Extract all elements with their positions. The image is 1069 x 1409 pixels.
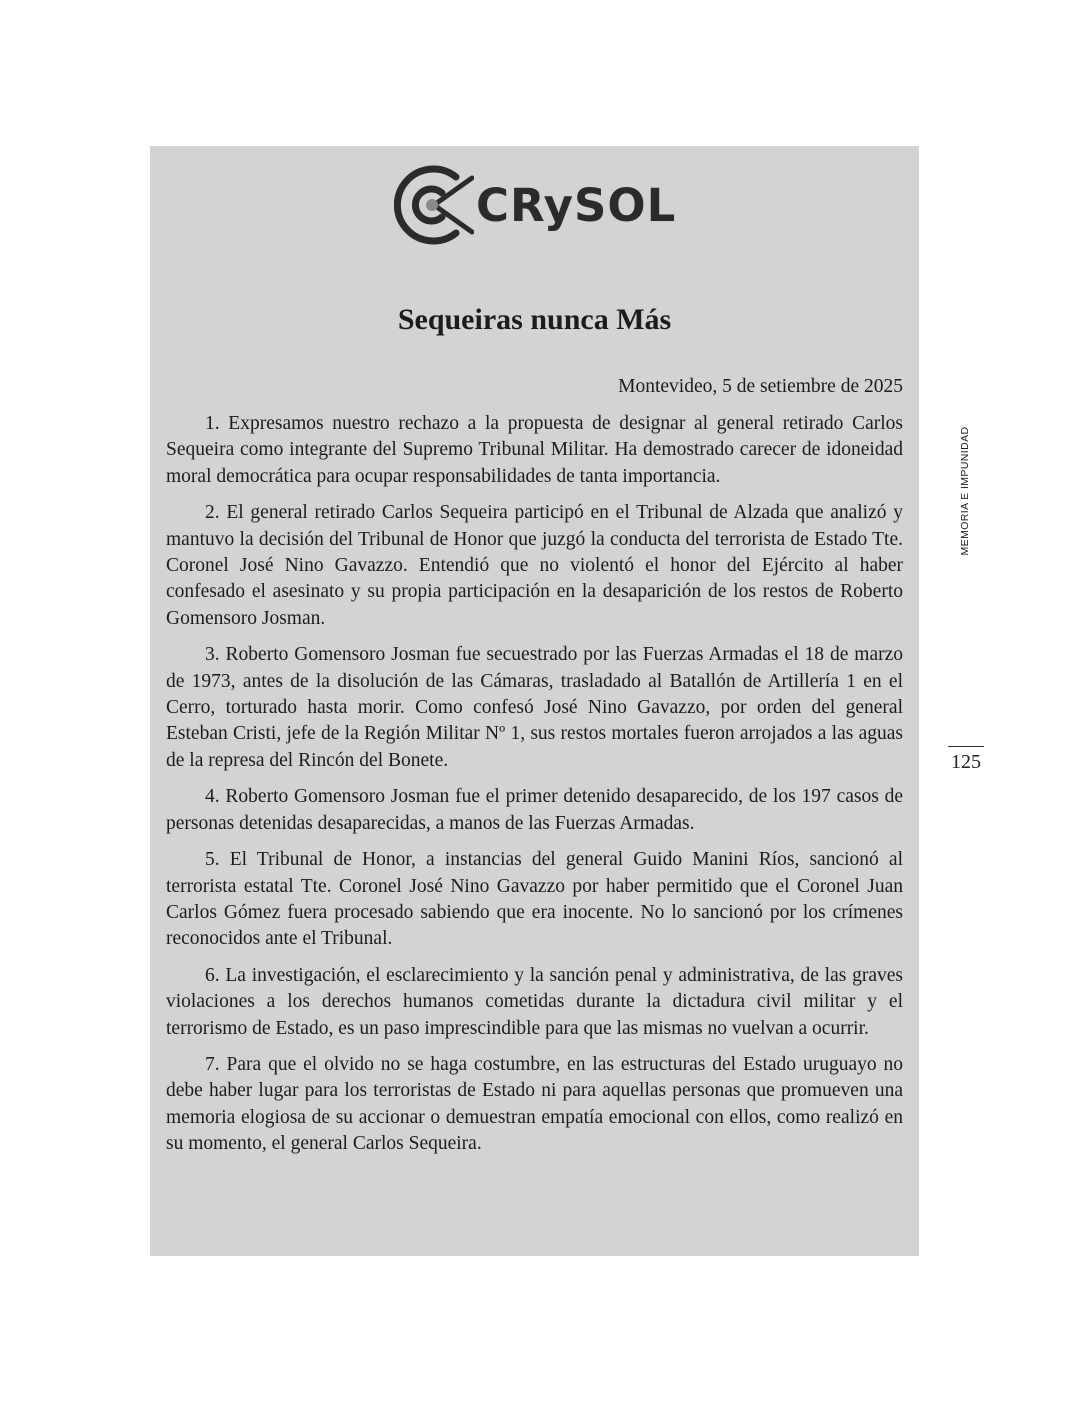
logo-wordmark: CRySOL: [476, 178, 677, 232]
paragraph: 4. Roberto Gomensoro Josman fue el primer detenido desaparecido, de los 197 casos de personas detenidas desaparecidas, a manos de las Fuerzas Armadas.: [166, 786, 903, 834]
section-label: [957, 418, 973, 564]
document-date: Montevideo, 5 de setiembre de 2025: [618, 376, 903, 397]
document-body: [166, 411, 903, 1168]
paragraph: 5. El Tribunal de Honor, a instancias del general Guido Manini Ríos, sancionó al terrorista estatal Tte. Coronel José Nino Gavazzo por haber permitido que el Coronel Juan Carlos Gómez fuera procesado sabiendo que era inocente. No lo sancionó por los crímenes reconocidos ante el Tribunal.: [166, 849, 903, 950]
page-number-rule: [948, 746, 984, 747]
paragraph: 2. El general retirado Carlos Sequeira participó en el Tribunal de Alzada que analizó y mantuvo la decisión del Tribunal de Honor que juzgó la conducta del terrorista de Estado Tte. Coronel José Nino Gavazzo. Entendió que no violentó el honor del Ejército al haber confesado el asesinato y su propia participación en la desaparición de los restos de Roberto Gomensoro Josman.: [166, 502, 903, 629]
crysol-emblem-icon: [394, 165, 474, 245]
paragraph: 7. Para que el olvido no se haga costumbre, en las estructuras del Estado uruguayo no debe haber lugar para los terroristas de Estado ni para aquellas personas que promueven una memoria elogiosa de su accionar o demuestran empatía emocional con ellos, como realizó en su momento, el general Carlos Sequeira.: [166, 1053, 903, 1155]
paragraph: 1. Expresamos nuestro rechazo a la propuesta de designar al general retirado Carlos Sequeira como integrante del Supremo Tribunal Militar. Ha demostrado carecer de idoneidad moral democrática para ocupar responsabilidades de tanta importancia.: [166, 413, 903, 487]
paragraph: 6. La investigación, el esclarecimiento y la sanción penal y administrativa, de las graves violaciones a los derechos humanos cometidas durante la dictadura civil militar y el terrorismo de Estado, es un paso imprescindible para que las mismas no vuelvan a ocurrir.: [166, 964, 903, 1039]
paragraph: 3. Roberto Gomensoro Josman fue secuestrado por las Fuerzas Armadas el 18 de marzo de 1973, antes de la disolución de las Cámaras, trasladado al Batallón de Artillería 1 en el Cerro, torturado hasta morir. Como confesó José Nino Gavazzo, por orden del general Esteban Cristi, jefe de la Región Militar Nº 1, sus restos mortales fueron arrojados a las aguas de la represa del Rincón del Bonete.: [166, 644, 903, 771]
document-title: Sequeiras nunca Más: [397, 303, 672, 336]
page-number: 125: [951, 751, 981, 773]
section-label-text: MEMORIA E IMPUNIDAD: [959, 426, 971, 556]
crysol-logo: [394, 165, 676, 245]
